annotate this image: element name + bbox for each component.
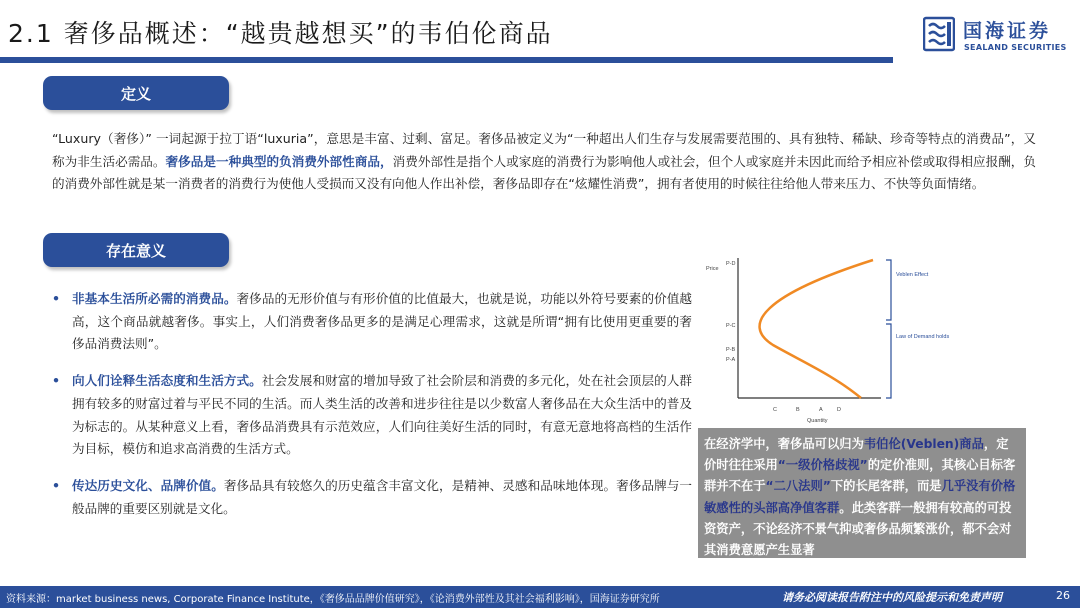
- y-axis-label: Price: [706, 266, 719, 272]
- logo-chinese-name: 国海证券: [963, 20, 1052, 42]
- bullet-dot-icon: •: [52, 477, 61, 493]
- bullet-lead: 向人们诠释生活态度和生活方式。: [72, 373, 262, 389]
- y-tick-label: P-A: [726, 357, 736, 363]
- bullet-lead: 传达历史文化、品牌价值。: [72, 477, 224, 493]
- bullet-text: 奢侈品的无形价值与有形价值的比值最大，也就是说，功能以外符号要素的价值越高，这个商品就越奢侈。事实上，人们消费奢侈品更多的是满足心理需求，这就是所谓“拥有比使用更重要的奢侈品消费法则”。: [72, 291, 693, 352]
- sealand-logo-icon: [923, 16, 955, 52]
- x-tick-label: D: [837, 407, 841, 413]
- page-number: 26: [1056, 589, 1070, 602]
- bullet-dot-icon: •: [52, 291, 61, 306]
- logo-english-name: SEALAND SECURITIES: [964, 43, 1067, 52]
- footer-source: 资料来源：market business news, Corporate Finance Institute，《奢侈品品牌价值研究》，《论消费外部性及其社会福利影响》，国海证券研究所: [6, 594, 660, 605]
- note-highlight: 几乎没有价格敏感性的头部高净值客群: [704, 479, 1016, 515]
- veblen-effect-annotation: Veblen Effect: [896, 272, 929, 278]
- veblen-demand-chart-svg: [703, 250, 983, 428]
- footer-disclaimer: 请务必阅读报告附注中的风险提示和免责声明: [782, 591, 1002, 604]
- note-text: ，定价时往往采用: [704, 437, 1009, 473]
- note-text: 下的长尾客群，而是: [830, 479, 942, 494]
- note-highlight: “二八法则”: [765, 479, 831, 494]
- x-axis-label: Quantity: [807, 418, 828, 424]
- x-tick-label: A: [819, 407, 823, 413]
- bullet-text: 社会发展和财富的增加导致了社会阶层和消费的多元化，处在社会顶层的人群拥有较多的财富过着与平民不同的生活。而人类生活的改善和进步往往是以少数富人奢侈品在大众生活中的普及为标志的。从某种意义上看，奢侈品消费具有示范效应，人们向往美好生活的同时，有意无意地将高档的生活作为目标，模仿和追求高消费的生活方式。: [72, 373, 693, 457]
- list-item: [52, 288, 692, 356]
- definition-text: [52, 128, 1036, 196]
- definition-text-part1: “Luxury（奢侈）” 一词起源于拉丁语“luxuria”，意思是丰富、过剩、富足。奢侈品被定义为“一种超出人们生存与发展需要范围的、具有独特、稀缺、珍奇等特点的消费品”，又称为非生活必需品。: [52, 131, 1036, 169]
- list-item: [52, 475, 692, 520]
- note-text: 的定价准则，其核心目标客群并不在于: [704, 458, 1016, 494]
- bullet-text: 奢侈品具有较悠久的历史蕴含丰富文化，是精神、灵感和品味地体现。奢侈品牌与一般品牌的重要区别就是文化。: [72, 477, 693, 516]
- note-highlight: “一级价格歧视”: [777, 458, 868, 473]
- law-of-demand-bracket: [886, 324, 891, 398]
- bullet-lead: 非基本生活所必需的消费品。: [72, 291, 237, 306]
- x-tick-label: B: [796, 407, 800, 413]
- y-tick-label: P-D: [726, 261, 736, 267]
- note-highlight: 韦伯伦(Veblen)商品: [863, 437, 984, 451]
- significance-bullet-list: [52, 288, 692, 534]
- y-tick-label: P-C: [726, 323, 736, 329]
- veblen-effect-bracket: [886, 260, 891, 320]
- note-text: 在经济学中，奢侈品可以归为: [704, 437, 864, 451]
- footer-bar: [0, 586, 1080, 608]
- definition-section-label: 定义: [43, 76, 229, 110]
- significance-section-label: 存在意义: [43, 233, 229, 267]
- veblen-note-box: [698, 428, 1026, 558]
- definition-text-part2: 消费外部性是指个人或家庭的消费行为影响他人或社会，但个人或家庭并未因此而给予相应补偿或取得相应报酬，负的消费外部性就是某一消费者的消费行为使他人受损而又没有向他人作出补偿，奢侈品即存在“炫耀性消费”，拥有者使用的时候往往给他人带来压力、不快等负面情绪。: [52, 153, 1037, 191]
- company-logo: [923, 16, 1073, 58]
- title-underline: [0, 57, 893, 63]
- demand-curve: [760, 260, 873, 398]
- definition-highlight: 奢侈品是一种典型的负消费外部性商品，: [165, 153, 393, 169]
- note-text: 。此类客群一般拥有较高的可投资资产，不论经济不景气抑或奢侈品频繁涨价，都不会对其消费意愿产生显著: [704, 500, 1012, 558]
- x-tick-label: C: [773, 407, 777, 413]
- bullet-dot-icon: •: [52, 373, 61, 389]
- list-item: [52, 370, 692, 461]
- page-title: 2.1 奢侈品概述：“越贵越想买”的韦伯伦商品: [8, 19, 553, 48]
- y-tick-label: P-B: [726, 347, 736, 353]
- veblen-demand-chart: [703, 250, 983, 428]
- law-of-demand-annotation: Law of Demand holds: [896, 334, 950, 340]
